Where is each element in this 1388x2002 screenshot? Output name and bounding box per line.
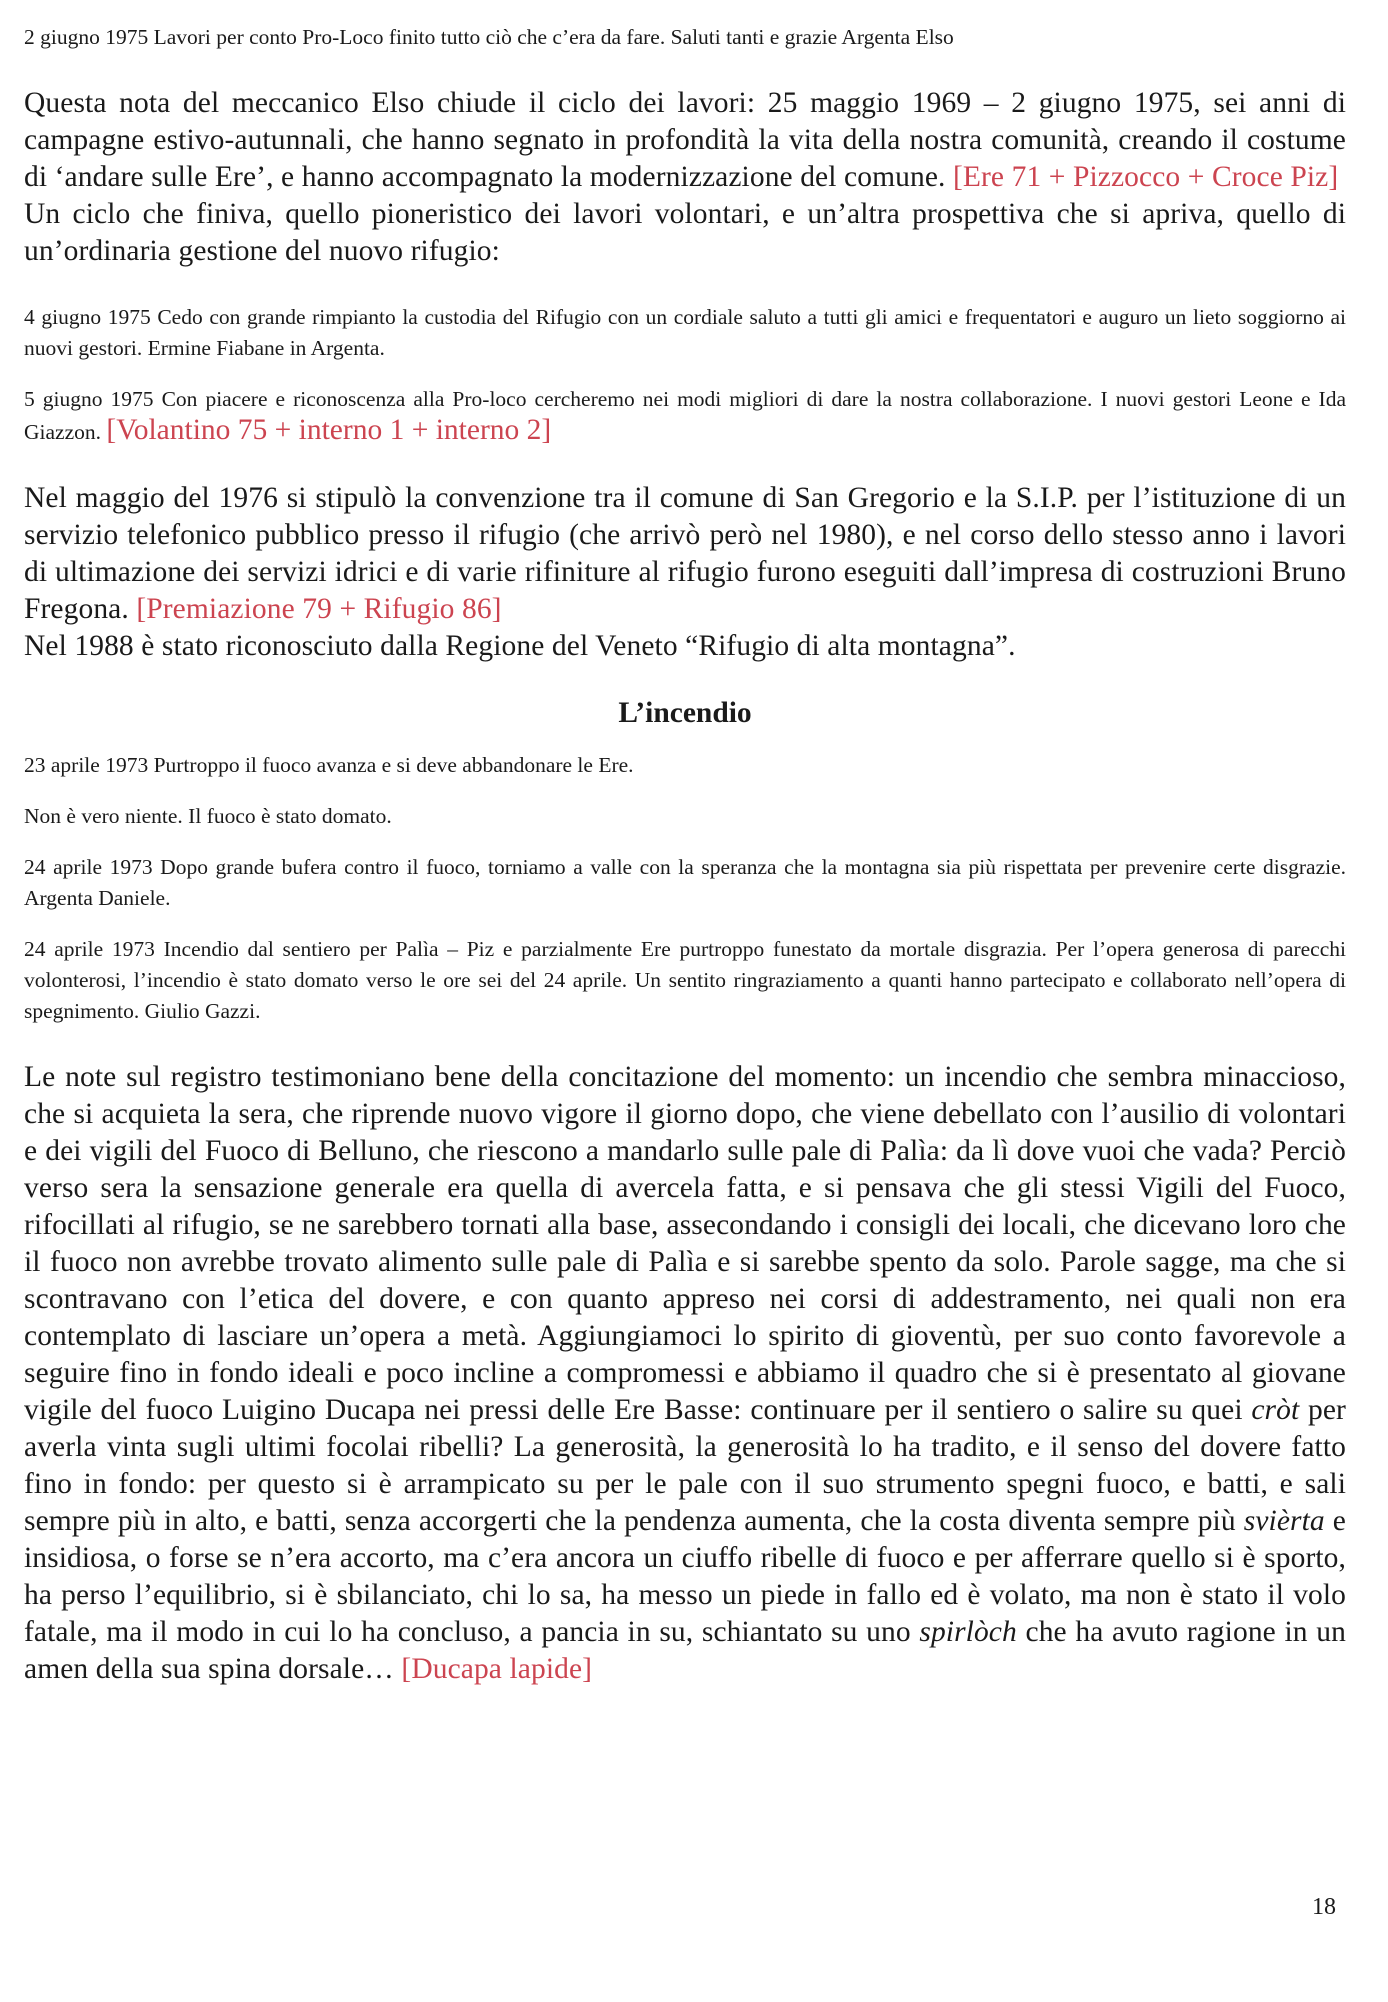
paragraph-nuovo-rifugio: Un ciclo che finiva, quello pioneristico dei lavori volontari, e un’altra prospettiva che si apriva, quello di un’ordinaria gestione del nuovo rifugio: (24, 198, 1346, 267)
paragraph-text: per averla vinta sugli ultimi focolai ribelli? La generosità, la generosità lo ha tradito, e il senso del dovere fatto fino in fondo: per questo si è arrampicato su per le pale con il suo strumento spegni fuoco, e batti, e sali sempre più in alto, e batti, senza accorgerti che la pendenza aumenta, che la costa diventa sempre più (24, 1394, 1346, 1537)
photo-reference: [Premiazione 79 + Rifugio 86] (136, 593, 502, 625)
photo-reference: [Ducapa lapide] (401, 1653, 593, 1685)
diary-note-23-aprile: 23 aprile 1973 Purtroppo il fuoco avanza e si deve abbandonare le Ere. (24, 753, 634, 777)
diary-note-2-giugno: 2 giugno 1975 Lavori per conto Pro-Loco finito tutto ciò che c’era da fare. Saluti tanti e grazie Argenta Elso (24, 25, 954, 49)
note-text: 5 giugno 1975 Con piacere e riconoscenza alla Pro-loco cercheremo nei modi migliori di dare la nostra collaborazione. I nuovi gestori Leone e Ida Giazzon. (24, 387, 1346, 444)
dialect-word: spirlòch (919, 1616, 1017, 1648)
paragraph-ciclo-lavori (24, 85, 1346, 196)
diary-note-4-giugno: 4 giugno 1975 Cedo con grande rimpianto la custodia del Rifugio con un cordiale saluto a tutti gli amici e frequentatori e auguro un lieto soggiorno ai nuovi gestori. Ermine Fiabane in Argenta. (24, 305, 1346, 360)
photo-reference: [Volantino 75 + interno 1 + interno 2] (106, 414, 552, 446)
dialect-word: cròt (1251, 1394, 1300, 1426)
paragraph-text: che ha avuto ragione in un amen della sua spina dorsale… (24, 1616, 1346, 1685)
photo-reference: [Ere 71 + Pizzocco + Croce Piz] (952, 161, 1339, 193)
paragraph-incendio-ducapa (24, 1059, 1346, 1688)
diary-note-fuoco-domato: Non è vero niente. Il fuoco è stato domato. (24, 804, 392, 828)
diary-note-24-aprile-daniele: 24 aprile 1973 Dopo grande bufera contro il fuoco, torniamo a valle con la speranza che la montagna sia più rispettata per prevenire certe disgrazie. Argenta Daniele. (24, 855, 1346, 910)
paragraph-text: e insidiosa, o forse se n’era accorto, ma c’era ancora un ciuffo ribelle di fuoco e per afferrare quello si è sporto, ha perso l’equilibrio, si è sbilanciato, chi lo sa, ha messo un piede in fallo ed è volato, ma non è stato il volo fatale, ma il modo in cui lo ha concluso, a pancia in su, schiantato su uno (24, 1505, 1346, 1648)
section-heading: L’incendio (618, 697, 752, 729)
paragraph-text: Le note sul registro testimoniano bene della concitazione del momento: un incendio che sembra minaccioso, che si acquieta la sera, che riprende nuovo vigore il giorno dopo, che viene debellato con l’ausilio di volontari e dei vigili del Fuoco di Belluno, che riescono a mandarlo sulle pale di Palìa: da lì dove vuoi che vada? Perciò verso sera la sensazione generale era quella di avercela fatta, e si pensava che gli stessi Vigili del Fuoco, rifocillati al rifugio, se ne sarebbero tornati alla base, assecondando i consigli dei locali, che dicevano loro che il fuoco non avrebbe trovato alimento sulle pale di Palìa e si sarebbe spento da solo. Parole sagge, ma che si scontravano con l’etica del dovere, e con quanto appreso nei corsi di addestramento, nei quali non era contemplato di lasciare un’opera a metà. Aggiungiamoci lo spirito di gioventù, per suo conto favorevole a seguire fino in fondo ideali e poco incline a compromessi e abbiamo il quadro che si è presentato al giovane vigile del fuoco Luigino Ducapa nei pressi delle Ere Basse: continuare per il sentiero o salire su quei (24, 1061, 1346, 1426)
paragraph-convenzione-sip (24, 480, 1346, 628)
paragraph-text: Questa nota del meccanico Elso chiude il ciclo dei lavori: 25 maggio 1969 – 2 giugno 1975, sei anni di campagne estivo-autunnali, che hanno segnato in profondità la vita della nostra comunità, creando il costume di ‘andare sulle Ere’, e hanno accompagnato la modernizzazione del comune. (24, 87, 1346, 193)
paragraph-text: Nel maggio del 1976 si stipulò la convenzione tra il comune di San Gregorio e la S.I.P. per l’istituzione di un servizio telefonico pubblico presso il rifugio (che arrivò però nel 1980), e nel corso dello stesso anno i lavori di ultimazione dei servizi idrici e di varie rifiniture al rifugio furono eseguiti dall’impresa di costruzioni Bruno Fregona. (24, 482, 1346, 625)
dialect-word: svièrta (1243, 1505, 1325, 1537)
diary-note-24-aprile-gazzi: 24 aprile 1973 Incendio dal sentiero per Palìa – Piz e parzialmente Ere purtroppo funestato da mortale disgrazia. Per l’opera generosa di parecchi volonterosi, l’incendio è stato domato verso le ore sei del 24 aprile. Un sentito ringraziamento a quanti hanno partecipato e collaborato nell’opera di spegnimento. Giulio Gazzi. (24, 937, 1346, 1023)
page-number: 18 (1312, 1894, 1336, 1920)
paragraph-rifugio-alta-montagna: Nel 1988 è stato riconosciuto dalla Regione del Veneto “Rifugio di alta montagna”. (24, 630, 1016, 662)
diary-note-5-giugno (24, 384, 1346, 448)
